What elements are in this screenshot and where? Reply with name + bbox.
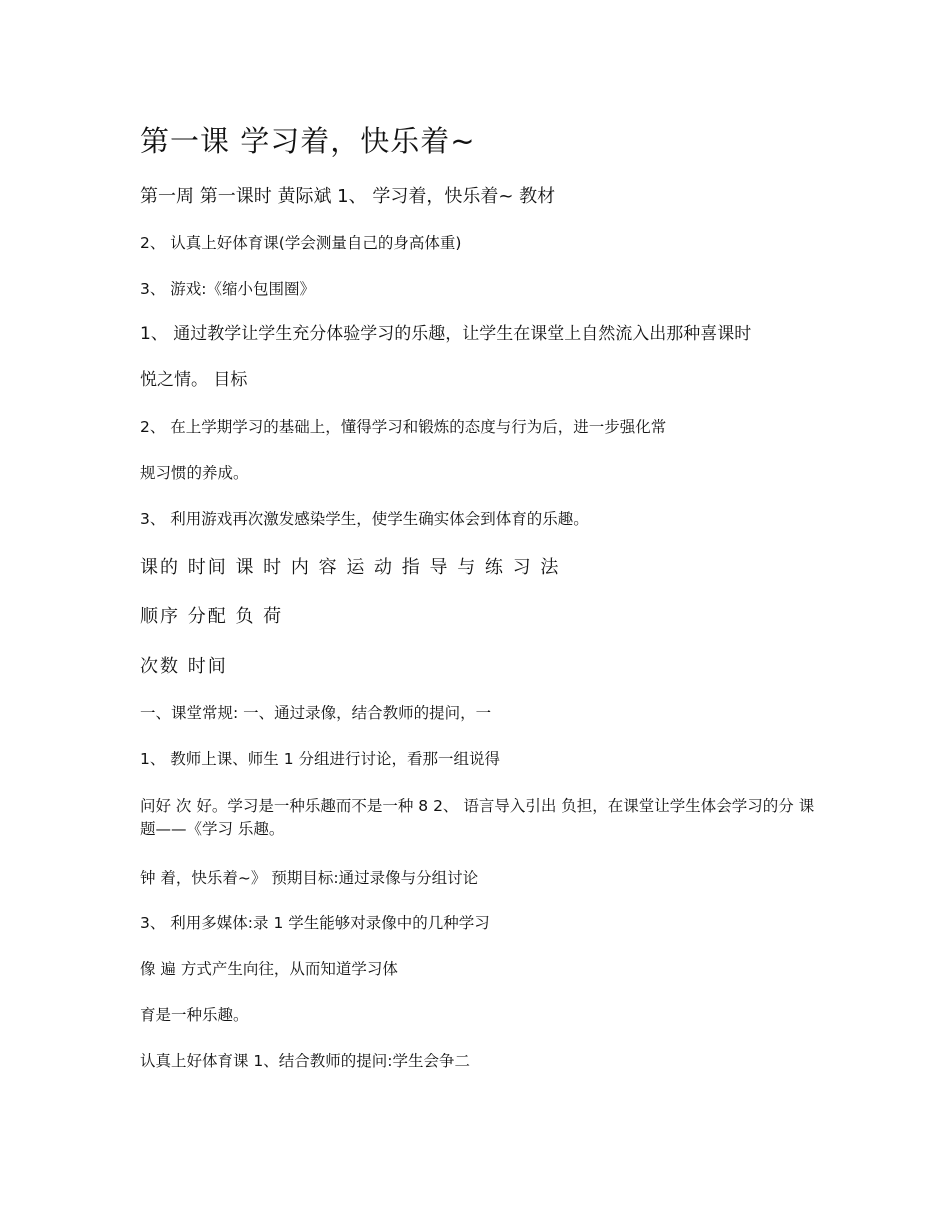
text-line-4: 1、 通过教学让学生充分体验学习的乐趣，让学生在课堂上自然流入出那种喜课时 xyxy=(140,324,752,344)
text-line-19: 认真上好体育课 1、结合教师的提问:学生会争二 xyxy=(140,1052,471,1070)
text-line-13: 1、 教师上课、师生 1 分组进行讨论，看那一组说得 xyxy=(140,750,501,768)
text-line-5: 悦之情。 目标 xyxy=(140,370,248,390)
text-line-6: 2、 在上学期学习的基础上，懂得学习和锻炼的态度与行为后，进一步强化常 xyxy=(140,418,667,436)
text-line-8: 3、 利用游戏再次激发感染学生，使学生确实体会到体育的乐趣。 xyxy=(140,510,589,528)
table-header-line-3: 次数 时间 xyxy=(140,656,228,677)
table-header-line-1: 课的 时间 课 时 内 容 运 动 指 导 与 练 习 法 xyxy=(140,557,561,578)
text-line-18: 育是一种乐趣。 xyxy=(140,1006,249,1024)
text-line-15: 钟 着，快乐着~》 预期目标:通过录像与分组讨论 xyxy=(140,869,479,887)
page-title: 第一课 学习着，快乐着~ xyxy=(140,124,476,158)
table-header-line-2: 顺序 分配 负 荷 xyxy=(140,606,284,627)
text-line-16: 3、 利用多媒体:录 1 学生能够对录像中的几种学习 xyxy=(140,914,490,932)
text-line-3: 3、 游戏:《缩小包围圈》 xyxy=(140,280,316,298)
text-line-1: 第一周 第一课时 黄际斌 1、 学习着，快乐着~ 教材 xyxy=(140,186,556,207)
text-line-2: 2、 认真上好体育课(学会测量自己的身高体重) xyxy=(140,234,462,252)
text-line-17: 像 遍 方式产生向往，从而知道学习体 xyxy=(140,960,398,978)
text-line-12: 一、课堂常规: 一、通过录像，结合教师的提问，一 xyxy=(140,704,492,722)
text-line-7: 规习惯的养成。 xyxy=(140,464,249,482)
text-line-14: 问好 次 好。学习是一种乐趣而不是一种 8 2、 语言导入引出 负担，在课堂让学生体会学习的分 课题——《学习 乐趣。 xyxy=(140,797,815,838)
